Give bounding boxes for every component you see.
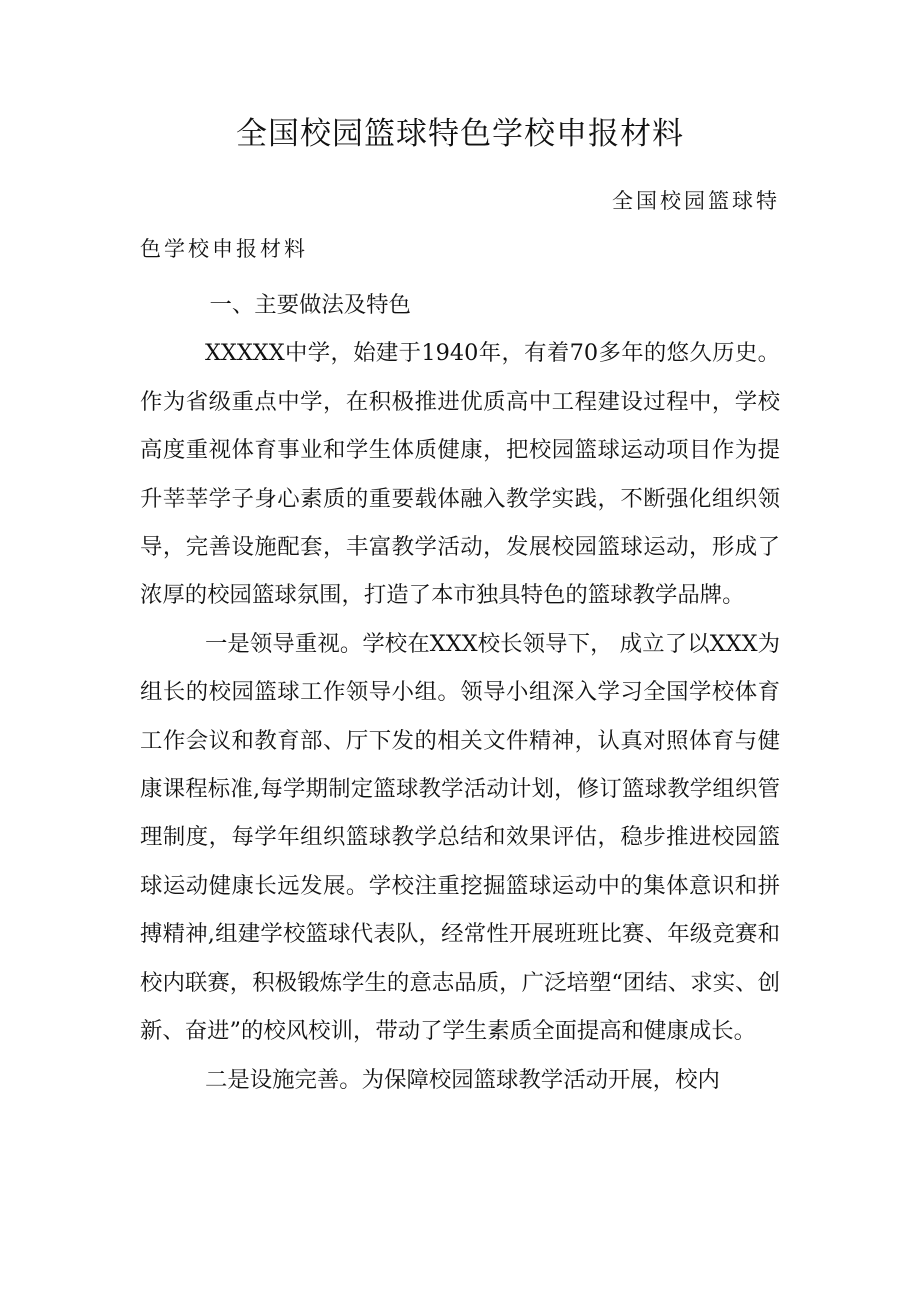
- section-heading: 一、主要做法及特色: [209, 292, 411, 318]
- document-title: 全国校园篮球特色学校申报材料: [236, 116, 684, 152]
- byline-line-1: 全国校园篮球特: [612, 189, 780, 213]
- paragraph-facilities: 二是设施完善。为保障校园篮球教学活动开展，校内: [204, 1066, 720, 1093]
- paragraph-school-intro: XXXXX中学，始建于1940年，有着70多年的悠久历史。作为省级重点中学，在积极推进优质高中工程建设过程中，学校高度重视体育事业和学生体质健康，把校园篮球运动项目作为提升莘莘学子身心素质的重要载体融入教学实践，不断强化组织领导，完善设施配套，丰富教学活动，发展校园篮球运动，形成了浓厚的校园篮球氛围，打造了本市独具特色的篮球教学品牌。: [140, 340, 780, 609]
- document-body: [140, 281, 780, 1104]
- paragraph-leadership: 一是领导重视。学校在XXX校长领导下， 成立了以XXX为组长的校园篮球工作领导小组。领导小组深入学习全国学校体育工作会议和教育部、厅下发的相关文件精神，认真对照体育与健康课程标准,每学期制定篮球教学活动计划，修订篮球教学组织管理制度，每学年组织篮球教学总结和效果评估，稳步推进校园篮球运动健康长远发展。学校注重挖掘篮球运动中的集体意识和拼搏精神,组建学校篮球代表队，经常性开展班班比赛、年级竞赛和校内联赛，积极锻炼学生的意志品质，广泛培塑“团结、求实、创新、奋进”的校风校训，带动了学生素质全面提高和健康成长。: [140, 630, 780, 1045]
- byline-line-2: 色学校申报材料: [140, 237, 308, 261]
